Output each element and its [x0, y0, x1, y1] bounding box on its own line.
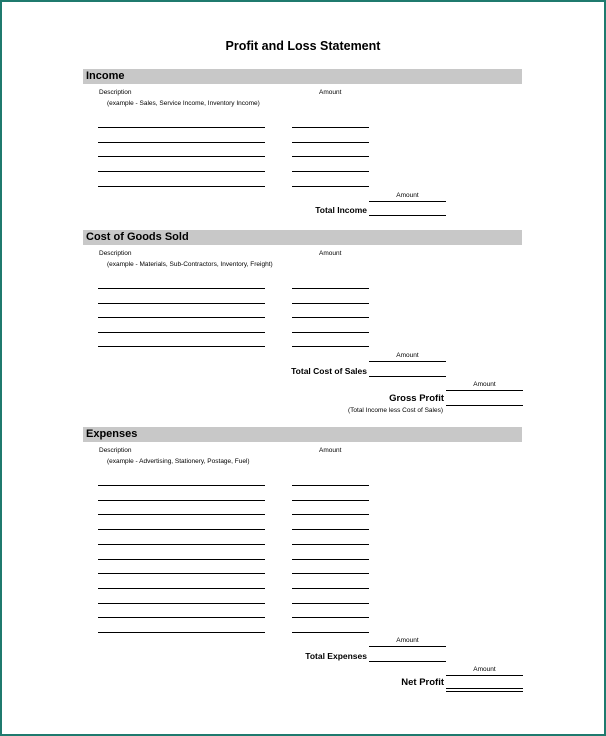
cogs-example-text: (example - Materials, Sub-Contractors, Inventory, Freight)	[107, 261, 273, 268]
cogs-description-field[interactable]	[98, 346, 265, 347]
income-description-field[interactable]	[98, 171, 265, 172]
expenses-description-field[interactable]	[98, 617, 265, 618]
cogs-description-field[interactable]	[98, 317, 265, 318]
expenses-description-field[interactable]	[98, 544, 265, 545]
expenses-description-field[interactable]	[98, 514, 265, 515]
income-amount-field[interactable]	[292, 156, 369, 157]
expenses-description-field[interactable]	[98, 529, 265, 530]
gross-profit-caption-line	[446, 390, 523, 391]
page-title: Profit and Loss Statement	[225, 39, 381, 53]
expenses-amount-field[interactable]	[292, 529, 369, 530]
expenses-section-header: Expenses	[83, 427, 522, 442]
cogs-total-caption-line	[369, 361, 446, 362]
total-expenses-label: Total Expenses	[305, 651, 367, 661]
income-total-amount-caption: Amount	[396, 192, 419, 199]
expenses-amount-field[interactable]	[292, 632, 369, 633]
cogs-total-amount-caption: Amount	[396, 352, 419, 359]
gross-profit-amount-caption: Amount	[473, 381, 496, 388]
expenses-description-field[interactable]	[98, 500, 265, 501]
income-description-field[interactable]	[98, 186, 265, 187]
expenses-total-caption-line	[369, 646, 446, 647]
expenses-amount-field[interactable]	[292, 500, 369, 501]
income-description-field[interactable]	[98, 142, 265, 143]
expenses-amount-field[interactable]	[292, 485, 369, 486]
income-amount-field[interactable]	[292, 186, 369, 187]
cogs-amount-field[interactable]	[292, 346, 369, 347]
gross-profit-label: Gross Profit	[389, 393, 444, 404]
income-section-header: Income	[83, 69, 522, 84]
net-profit-amount-caption: Amount	[473, 666, 496, 673]
gross-profit-note: (Total Income less Cost of Sales)	[347, 407, 443, 414]
cogs-description-label: Description	[99, 250, 132, 257]
expenses-amount-field[interactable]	[292, 603, 369, 604]
cogs-amount-field[interactable]	[292, 332, 369, 333]
expenses-description-field[interactable]	[98, 559, 265, 560]
income-description-field[interactable]	[98, 127, 265, 128]
net-profit-field[interactable]	[446, 688, 523, 689]
cogs-description-field[interactable]	[98, 288, 265, 289]
net-profit-double-underline	[446, 691, 523, 692]
expenses-description-field[interactable]	[98, 632, 265, 633]
cogs-description-field[interactable]	[98, 332, 265, 333]
net-profit-label: Net Profit	[401, 677, 444, 688]
expenses-description-field[interactable]	[98, 485, 265, 486]
expenses-amount-field[interactable]	[292, 617, 369, 618]
expenses-example-text: (example - Advertising, Stationery, Postage, Fuel)	[107, 458, 250, 465]
cogs-amount-field[interactable]	[292, 288, 369, 289]
total-income-label: Total Income	[315, 205, 367, 215]
income-amount-field[interactable]	[292, 127, 369, 128]
total-cost-of-sales-label: Total Cost of Sales	[291, 366, 367, 376]
expenses-description-field[interactable]	[98, 573, 265, 574]
expenses-description-field[interactable]	[98, 588, 265, 589]
income-description-field[interactable]	[98, 156, 265, 157]
expenses-description-field[interactable]	[98, 603, 265, 604]
cogs-amount-label: Amount	[319, 250, 342, 257]
income-description-label: Description	[99, 89, 132, 96]
expenses-amount-field[interactable]	[292, 559, 369, 560]
gross-profit-field[interactable]	[446, 405, 523, 406]
cogs-description-field[interactable]	[98, 303, 265, 304]
expenses-amount-field[interactable]	[292, 544, 369, 545]
expenses-description-label: Description	[99, 447, 132, 454]
income-example-text: (example - Sales, Service Income, Inventory Income)	[107, 100, 260, 107]
income-amount-field[interactable]	[292, 171, 369, 172]
cogs-section-header: Cost of Goods Sold	[83, 230, 522, 245]
income-amount-field[interactable]	[292, 142, 369, 143]
net-profit-caption-line	[446, 675, 523, 676]
expenses-amount-label: Amount	[319, 447, 342, 454]
total-expenses-field[interactable]	[369, 661, 446, 662]
income-total-caption-line	[369, 201, 446, 202]
total-cost-of-sales-field[interactable]	[369, 376, 446, 377]
expenses-amount-field[interactable]	[292, 573, 369, 574]
cogs-amount-field[interactable]	[292, 317, 369, 318]
expenses-amount-field[interactable]	[292, 514, 369, 515]
expenses-total-amount-caption: Amount	[396, 637, 419, 644]
expenses-amount-field[interactable]	[292, 588, 369, 589]
cogs-amount-field[interactable]	[292, 303, 369, 304]
total-income-field[interactable]	[369, 215, 446, 216]
income-amount-label: Amount	[319, 89, 342, 96]
